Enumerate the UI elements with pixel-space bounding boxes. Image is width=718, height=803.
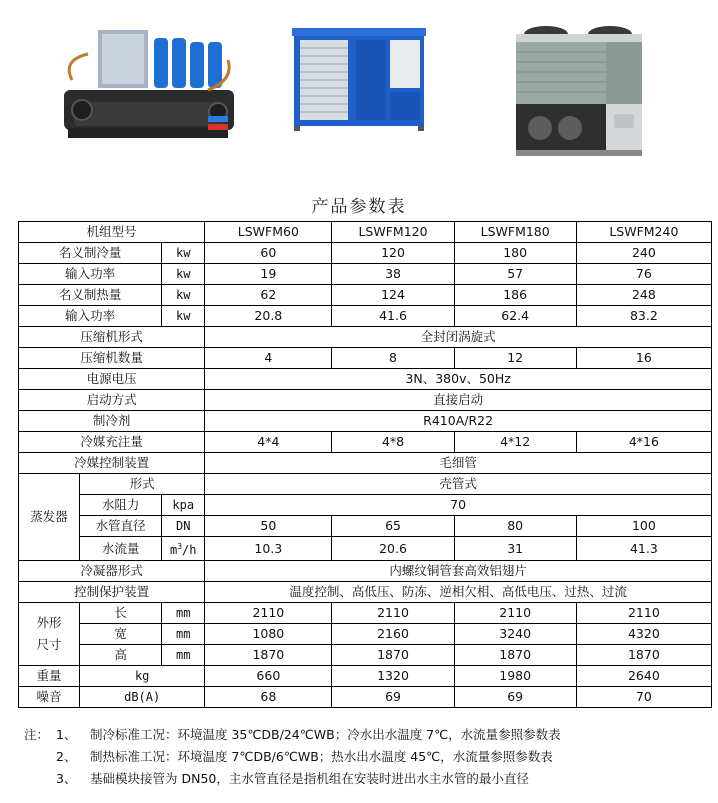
dimensions-label-line: 外形 [36,615,62,630]
modular-heat-pump-image [506,20,652,160]
cell-value: 248 [576,285,711,306]
row-unit: kw [162,285,205,306]
dimensions-label [19,603,80,666]
cell-value: 8 [332,348,454,369]
row-unit: kw [162,243,205,264]
table-row-condenser-type [19,561,712,582]
note-index: 3、 [56,771,77,786]
page-title: 产品参数表 [311,197,407,217]
cell-value: 1870 [205,645,332,666]
cell-value: 180 [454,243,576,264]
cell-value: 2160 [332,624,454,645]
table-row-start-mode [19,390,712,411]
table-row-weight [19,666,712,687]
cell-value: 60 [205,243,332,264]
note-item [24,768,561,790]
table-row-length [19,603,712,624]
water-cooled-chiller-image [58,20,242,152]
table-row-compressor-count [19,348,712,369]
table-row-refrigerant-control [19,453,712,474]
row-label: 名义制冷量 [19,243,162,264]
air-cooled-chiller-image [286,26,430,132]
row-label: 冷媒控制装置 [19,453,205,474]
cell-value: 19 [205,264,332,285]
row-label: 水流量 [80,537,162,561]
row-label: 冷凝器形式 [19,561,205,582]
table-row-charge [19,432,712,453]
cell-value: 壳管式 [205,474,712,495]
unit-sup: 3 [177,542,183,551]
row-unit: kw [162,264,205,285]
table-row-input-power-heating [19,306,712,327]
cell-value: 186 [454,285,576,306]
dimensions-label-line: 尺寸 [36,637,62,652]
cell-value: 69 [332,687,454,708]
row-label: 启动方式 [19,390,205,411]
cell-value: 240 [576,243,711,264]
note-item [24,724,561,746]
table-row-protection [19,582,712,603]
cell-value: 20.8 [205,306,332,327]
row-label: 压缩机形式 [19,327,205,348]
table-row-input-power [19,264,712,285]
table-row-header [19,222,712,243]
row-unit: kg [80,666,205,687]
cell-value: 2110 [332,603,454,624]
cell-value: 4*16 [576,432,711,453]
cell-value: 70 [205,495,712,516]
cell-value: 41.3 [576,537,711,561]
row-label: 控制保护装置 [19,582,205,603]
cell-value: 120 [332,243,454,264]
note-index: 1、 [56,727,77,742]
row-label: 输入功率 [19,264,162,285]
table-row-pipe-diameter [19,516,712,537]
table-row-width [19,624,712,645]
row-label: 名义制热量 [19,285,162,306]
evaporator-label: 蒸发器 [19,474,80,561]
cell-value: 62 [205,285,332,306]
cell-value: 4*4 [205,432,332,453]
cell-value: 温度控制、高低压、防冻、逆相欠相、高低电压、过热、过流 [205,582,712,603]
cell-value: R410A/R22 [205,411,712,432]
cell-value: 1080 [205,624,332,645]
row-label: 宽 [80,624,162,645]
cell-value: 4*12 [454,432,576,453]
model-name: LSWFM180 [454,222,576,243]
table-row-power-supply [19,369,712,390]
spec-table [18,221,712,708]
model-name: LSWFM240 [576,222,711,243]
table-row-refrigerant [19,411,712,432]
cell-value: 12 [454,348,576,369]
cell-value: 2110 [454,603,576,624]
model-label: 机组型号 [19,222,205,243]
table-row-water-resistance [19,495,712,516]
table-row-heating-capacity [19,285,712,306]
cell-value: 41.6 [332,306,454,327]
row-unit: kw [162,306,205,327]
row-label: 输入功率 [19,306,162,327]
row-label: 形式 [80,474,205,495]
cell-value: 69 [454,687,576,708]
cell-value: 2110 [576,603,711,624]
notes [24,724,561,790]
cell-value: 1870 [332,645,454,666]
cell-value: 660 [205,666,332,687]
note-item [24,746,561,768]
cell-value: 直接启动 [205,390,712,411]
note-text: 基础模块接管为 DN50，主水管直径是指机组在安装时进出水主水管的最小直径 [90,771,529,786]
row-unit: kpa [162,495,205,516]
cell-value: 20.6 [332,537,454,561]
cell-value: 2640 [576,666,711,687]
cell-value: 全封闭涡旋式 [205,327,712,348]
unit-base: m [169,543,178,557]
notes-prefix: 注： [24,727,50,742]
table-row-noise [19,687,712,708]
row-label: 噪音 [19,687,80,708]
note-text: 制热标准工况：环境温度 7℃DB/6℃WB；热水出水温度 45℃，水流量参照参数表 [90,749,553,764]
row-unit: mm [162,645,205,666]
table-row-compressor-type [19,327,712,348]
cell-value: 70 [576,687,711,708]
cell-value: 4*8 [332,432,454,453]
table-row-water-flow [19,537,712,561]
cell-value: 10.3 [205,537,332,561]
note-text: 制冷标准工况：环境温度 35℃DB/24℃WB；冷水出水温度 7℃，水流量参照参数表 [90,727,561,742]
cell-value: 16 [576,348,711,369]
cell-value: 4320 [576,624,711,645]
cell-value: 65 [332,516,454,537]
cell-value: 80 [454,516,576,537]
row-label: 制冷剂 [19,411,205,432]
model-name: LSWFM120 [332,222,454,243]
row-label: 重量 [19,666,80,687]
cell-value: 1870 [576,645,711,666]
cell-value: 3240 [454,624,576,645]
cell-value: 1320 [332,666,454,687]
table-row-height [19,645,712,666]
note-index: 2、 [56,749,77,764]
cell-value: 57 [454,264,576,285]
cell-value: 3N、380v、50Hz [205,369,712,390]
cell-value: 毛细管 [205,453,712,474]
cell-value: 31 [454,537,576,561]
row-label: 高 [80,645,162,666]
cell-value: 1980 [454,666,576,687]
cell-value: 62.4 [454,306,576,327]
cell-value: 100 [576,516,711,537]
product-photos [0,0,718,165]
row-label: 冷媒充注量 [19,432,205,453]
cell-value: 4 [205,348,332,369]
table-row-evaporator-type [19,474,712,495]
cell-value: 83.2 [576,306,711,327]
row-label: 水管直径 [80,516,162,537]
cell-value: 38 [332,264,454,285]
row-unit: dB(A) [80,687,205,708]
row-label: 长 [80,603,162,624]
cell-value: 68 [205,687,332,708]
row-unit: mm [162,624,205,645]
row-unit: DN [162,516,205,537]
model-name: LSWFM60 [205,222,332,243]
cell-value: 50 [205,516,332,537]
row-label: 电源电压 [19,369,205,390]
table-row-cooling-capacity [19,243,712,264]
unit-tail: /h [182,543,197,557]
row-unit [162,537,205,561]
cell-value: 76 [576,264,711,285]
cell-value: 1870 [454,645,576,666]
row-label: 水阻力 [80,495,162,516]
cell-value: 124 [332,285,454,306]
row-label: 压缩机数量 [19,348,205,369]
row-unit: mm [162,603,205,624]
cell-value: 内螺纹铜管套高效铝翅片 [205,561,712,582]
cell-value: 2110 [205,603,332,624]
